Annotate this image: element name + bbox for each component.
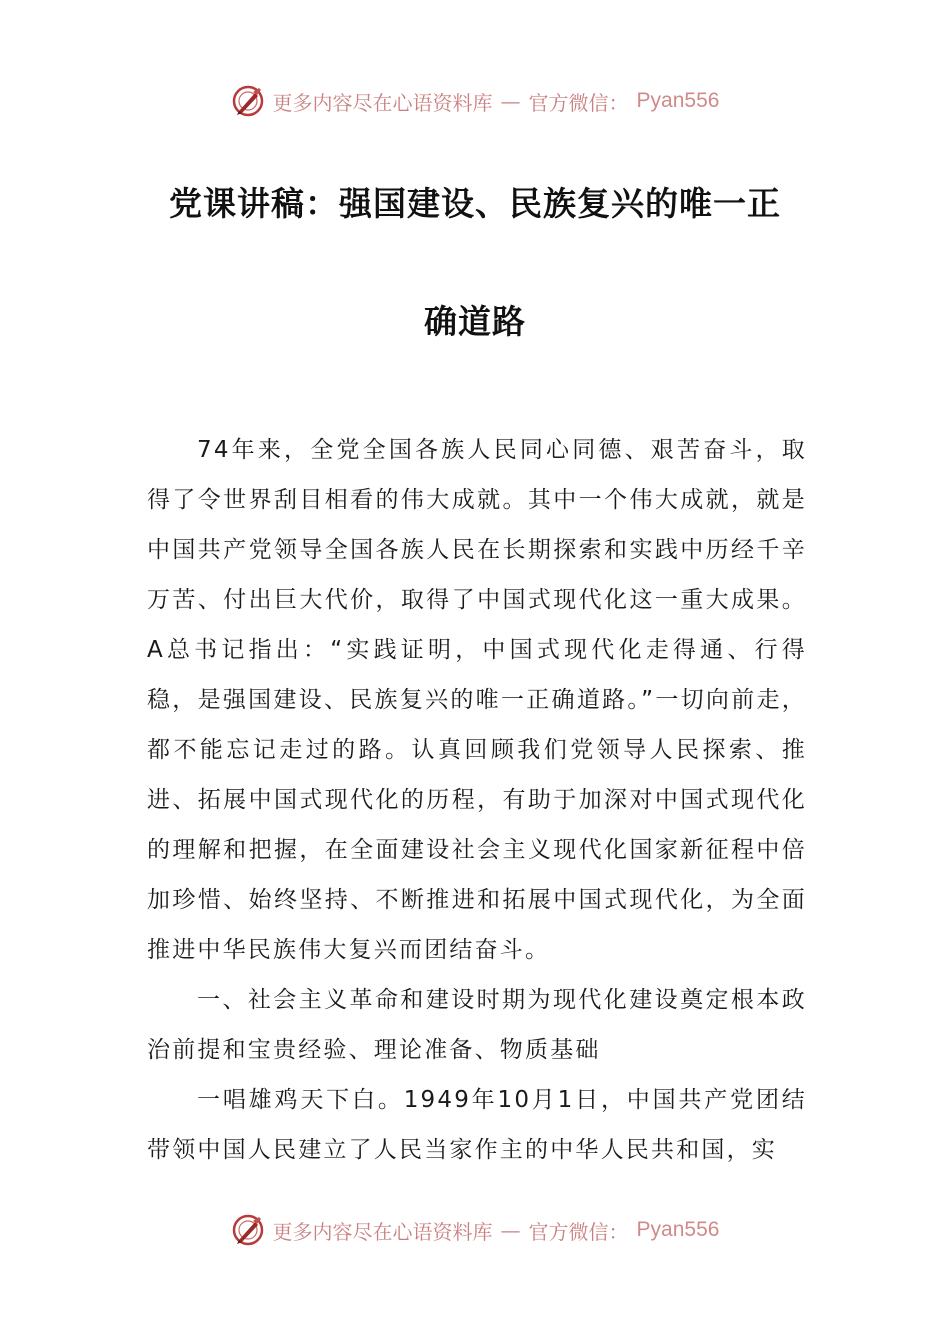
footer-watermark [0, 1210, 950, 1250]
paragraph-2: 一唱雄鸡天下白。1949年10月1日，中国共产党团结带领中国人民建立了人民当家作主的中华人民共和国，实 [147, 1087, 807, 1163]
section-heading-1: 一、社会主义革命和建设时期为现代化建设奠定根本政治前提和宝贵经验、理论准备、物质基础 [147, 987, 807, 1063]
wechat-label: 官方微信： [528, 90, 629, 115]
paragraph-1: 74年来，全党全国各族人民同心同德、艰苦奋斗，取得了令世界刮目相看的伟大成就。其中一个伟大成就，就是中国共产党领导全国各族人民在长期探索和实践中历经千辛万苦、付出巨大代价，取得了中国式现代化这一重大成果。A总书记指出：“实践证明，中国式现代化走得通、行得稳，是强国建设、民族复兴的唯一正确道路。”一切向前走，都不能忘记走过的路。认真回顾我们党领导人民探索、推进、拓展中国式现代化的历程，有助于加深对中国式现代化的理解和把握，在全面建设社会主义现代化国家新征程中倍加珍惜、始终坚持、不断推进和拓展中国式现代化，为全面推进中华民族伟大复兴而团结奋斗。 [147, 437, 807, 963]
pen-logo-icon [231, 1213, 265, 1247]
document-title-line-1: 党课讲稿：强国建设、民族复兴的唯一正 [169, 184, 781, 223]
document-body [147, 425, 807, 1175]
site-name: 更多内容尽在心语资料库 [272, 1219, 493, 1244]
wechat-id: Pyan556 [636, 1218, 720, 1241]
wechat-id: Pyan556 [636, 89, 720, 112]
separator-dash: — [500, 89, 521, 113]
pen-logo-icon [231, 84, 265, 118]
site-name: 更多内容尽在心语资料库 [272, 90, 493, 115]
separator-dash: — [500, 1218, 521, 1242]
document-title-line-2: 确道路 [424, 302, 526, 341]
wechat-label: 官方微信： [528, 1219, 629, 1244]
header-watermark [0, 81, 950, 121]
